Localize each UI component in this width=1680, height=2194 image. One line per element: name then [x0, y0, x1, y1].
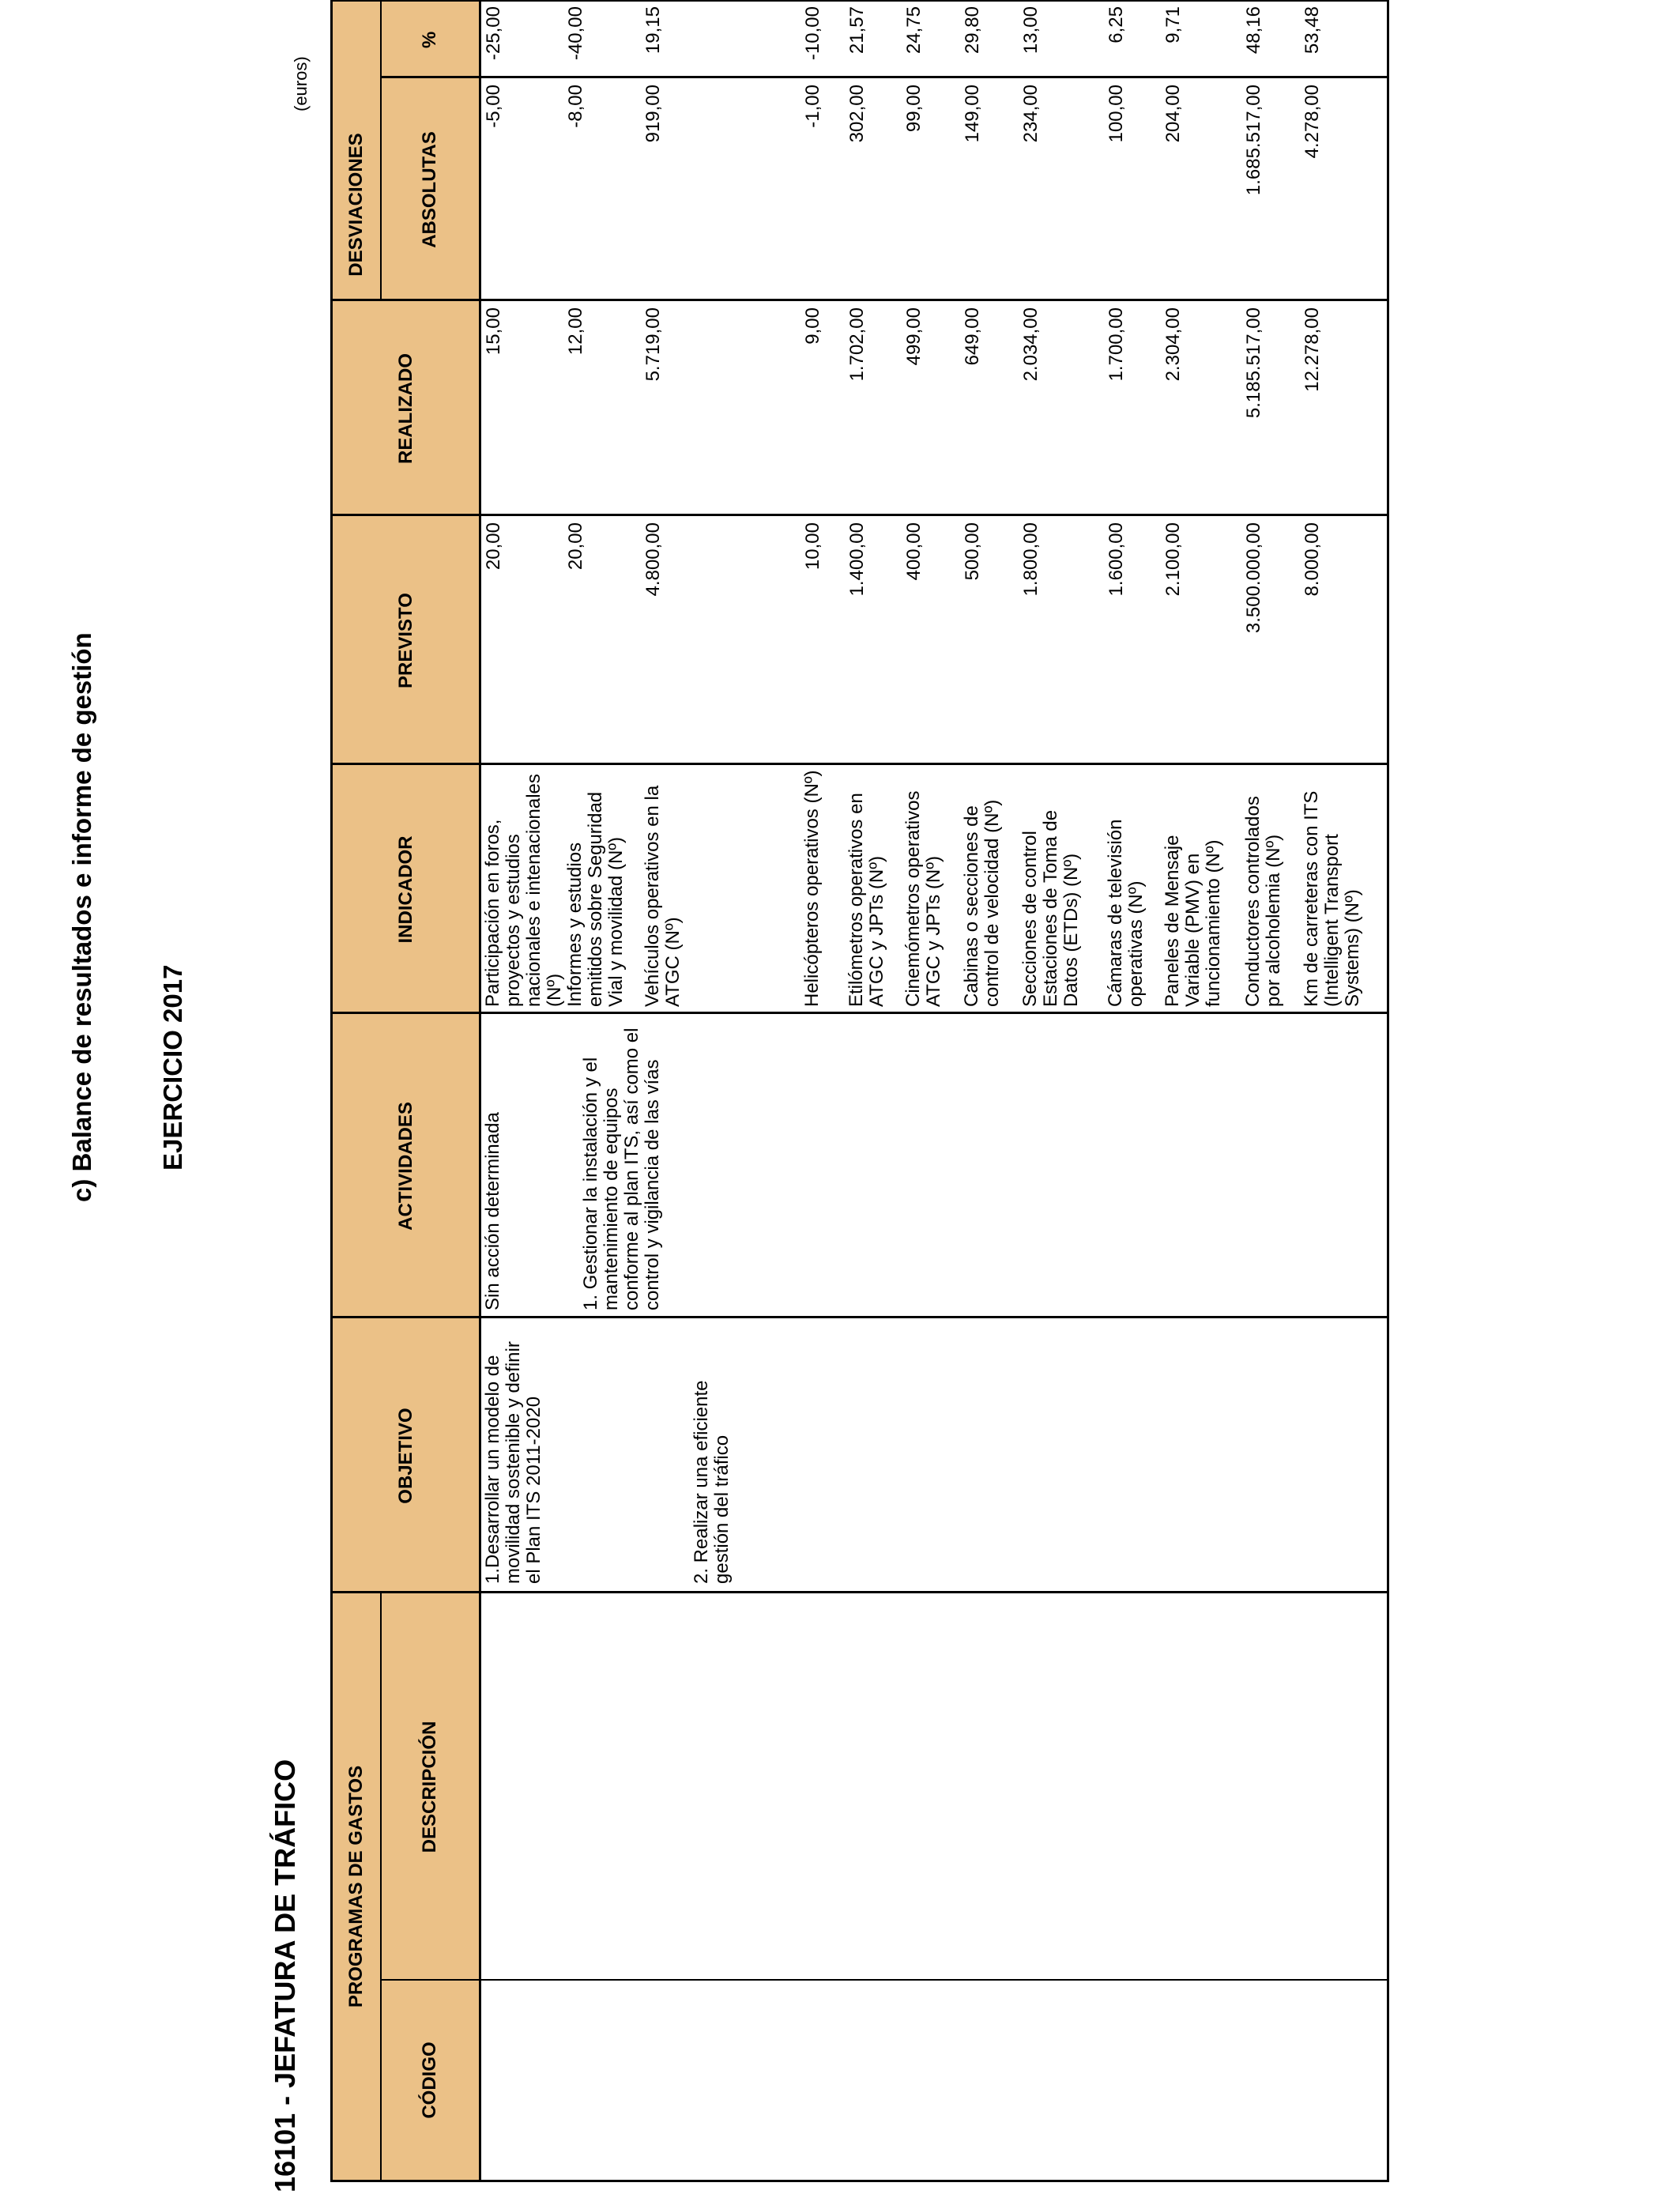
realizado-value: 2.304,00 — [1162, 307, 1184, 382]
absolutas-value: 302,00 — [846, 85, 868, 143]
previsto-value: 10,00 — [802, 522, 823, 571]
header-realizado: REALIZADO — [394, 353, 416, 464]
previsto-value: 3.500.000,00 — [1243, 522, 1264, 634]
absolutas-value: -5,00 — [483, 85, 504, 128]
header-porcentaje: % — [418, 31, 440, 49]
porcentaje-value: 24,75 — [903, 6, 925, 55]
absolutas-value: -1,00 — [802, 85, 823, 128]
absolutas-value: 1.685.517,00 — [1243, 85, 1264, 196]
previsto-value: 500,00 — [962, 522, 983, 581]
indicator-row: Cinemómetros operativos ATGC y JPTs (Nº) — [902, 790, 944, 1007]
exercise-title: EJERCICIO 2017 — [158, 964, 187, 1171]
absolutas-value: 149,00 — [962, 85, 983, 143]
group-header-programas: PROGRAMAS DE GASTOS — [345, 1765, 367, 2008]
porcentaje-value: -40,00 — [565, 6, 586, 61]
realizado-value: 12.278,00 — [1301, 307, 1323, 392]
indicator-row: Etilómetros operativos en ATGC y JPTs (Nº) — [846, 793, 887, 1007]
porcentaje-value: 6,25 — [1106, 6, 1127, 43]
previsto-value: 1.800,00 — [1020, 522, 1042, 597]
previsto-value: 20,00 — [565, 522, 586, 571]
realizado-value: 15,00 — [483, 307, 504, 356]
previsto-value: 1.400,00 — [846, 522, 868, 597]
indicator-row: Km de carreteras con ITS (Intelligent Transport Systems) (Nº) — [1301, 790, 1363, 1007]
col-line-8 — [380, 76, 1387, 78]
absolutas-value: -8,00 — [565, 85, 586, 128]
absolutas-value: 204,00 — [1162, 85, 1184, 143]
absolutas-value: 99,00 — [903, 85, 925, 133]
absolutas-value: 100,00 — [1106, 85, 1127, 143]
indicator-row: Helicópteros operativos (Nº) — [801, 770, 823, 1007]
objective-1: 1.Desarrollar un modelo de movilidad sostenible y definir el Plan ITS 2011-2020 — [482, 1341, 544, 1584]
previsto-value: 20,00 — [483, 522, 504, 571]
col-line-5 — [333, 763, 1387, 765]
objective-2: 2. Realizar una eficiente gestión del tráfico — [691, 1380, 733, 1584]
header-absolutas: ABSOLUTAS — [418, 131, 440, 248]
porcentaje-value: 48,16 — [1243, 6, 1264, 55]
realizado-value: 5.719,00 — [642, 307, 664, 382]
col-line-6 — [333, 514, 1387, 516]
indicator-row: Secciones de control Estaciones de Toma de Datos (ETDs) (Nº) — [1019, 809, 1082, 1007]
previsto-value: 1.600,00 — [1106, 522, 1127, 597]
porcentaje-value: 53,48 — [1301, 6, 1323, 55]
previsto-value: 2.100,00 — [1162, 522, 1184, 597]
absolutas-value: 4.278,00 — [1301, 85, 1323, 159]
group-divider-programas — [380, 1593, 382, 2180]
col-line-4 — [333, 1012, 1387, 1014]
header-indicador: INDICADOR — [394, 835, 416, 944]
porcentaje-value: -10,00 — [802, 6, 823, 61]
program-title: 16101 - JEFATURA DE TRÁFICO — [269, 1759, 301, 2192]
porcentaje-value: 9,71 — [1162, 6, 1184, 43]
realizado-value: 649,00 — [962, 307, 983, 366]
porcentaje-value: 13,00 — [1020, 6, 1042, 55]
currency-note: (euros) — [291, 56, 311, 111]
indicator-row: Participación en foros, proyectos y estudios nacionales e intenacionales (Nº) — [482, 774, 565, 1007]
section-title: c) Balance de resultados e informe de gestión — [67, 632, 96, 1202]
activity-2: 1. Gestionar la instalación y el mantenimiento de equipos conforme al plan ITS, así como el control y vigilancia de las vías — [580, 1027, 663, 1310]
realizado-value: 9,00 — [802, 307, 823, 345]
absolutas-value: 919,00 — [642, 85, 664, 143]
realizado-value: 12,00 — [565, 307, 586, 356]
col-line-1 — [380, 1979, 1387, 1981]
indicator-row: Informes y estudios emitidos sobre Seguridad Vial y movilidad (Nº) — [564, 791, 627, 1007]
previsto-value: 4.800,00 — [642, 522, 664, 597]
realizado-value: 499,00 — [903, 307, 925, 366]
activity-1: Sin acción determinada — [482, 1112, 503, 1310]
realizado-value: 1.702,00 — [846, 307, 868, 382]
header-codigo: CÓDIGO — [418, 2041, 440, 2119]
indicator-row: Cámaras de televisión operativas (Nº) — [1105, 819, 1147, 1007]
porcentaje-value: 29,80 — [962, 6, 983, 55]
previsto-value: 400,00 — [903, 522, 925, 581]
realizado-value: 5.185.517,00 — [1243, 307, 1264, 419]
header-divider — [479, 2, 481, 2180]
indicator-row: Conductores controlados por alcoholemia (Nº) — [1242, 796, 1284, 1007]
header-actividades: ACTIVIDADES — [394, 1102, 416, 1231]
absolutas-value: 234,00 — [1020, 85, 1042, 143]
group-divider-desviaciones — [380, 2, 382, 301]
group-header-desviaciones: DESVIACIONES — [345, 133, 367, 277]
indicator-row: Paneles de Mensaje Variable (PMV) en funcionamiento (Nº) — [1162, 835, 1224, 1007]
col-line-7 — [333, 299, 1387, 301]
indicator-row: Vehículos operativos en la ATGC (Nº) — [642, 785, 684, 1007]
porcentaje-value: -25,00 — [483, 6, 504, 61]
header-descripcion: DESCRIPCIÓN — [418, 1721, 440, 1853]
realizado-value: 2.034,00 — [1020, 307, 1042, 382]
col-line-3 — [333, 1316, 1387, 1318]
porcentaje-value: 19,15 — [642, 6, 664, 55]
realizado-value: 1.700,00 — [1106, 307, 1127, 382]
header-previsto: PREVISTO — [394, 593, 416, 688]
porcentaje-value: 21,57 — [846, 6, 868, 55]
results-table — [330, 0, 1389, 2182]
previsto-value: 8.000,00 — [1301, 522, 1323, 597]
indicator-row: Cabinas o secciones de control de velocidad (Nº) — [961, 799, 1003, 1007]
header-objetivo: OBJETIVO — [394, 1408, 416, 1504]
col-line-2 — [333, 1591, 1387, 1593]
